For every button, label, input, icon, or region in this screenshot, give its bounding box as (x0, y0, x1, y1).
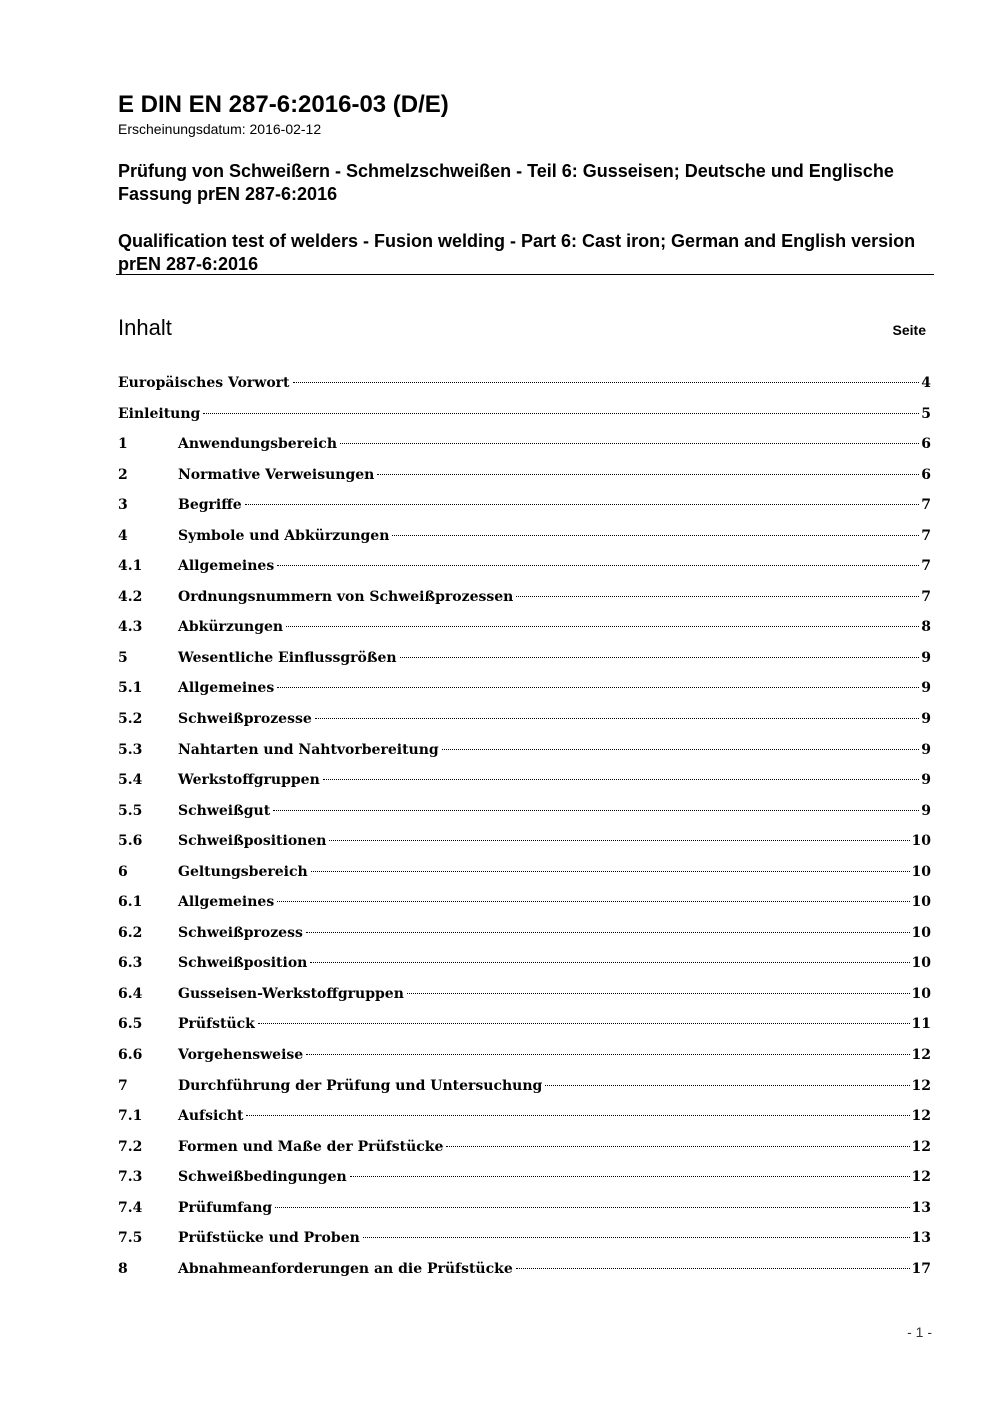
toc-entry-title: Schweißbedingungen (178, 1169, 347, 1186)
toc-dot-leader (306, 932, 910, 933)
toc-dot-leader (350, 1176, 910, 1177)
toc-dot-leader (273, 810, 919, 811)
toc-entry-page: 10 (911, 833, 931, 850)
toc-entry-title: Abnahmeanforderungen an die Prüfstücke (178, 1260, 513, 1277)
toc-entry-title: Europäisches Vorwort (118, 375, 290, 391)
toc-entry[interactable] (118, 1101, 931, 1132)
toc-entry-number: 5.1 (118, 680, 143, 697)
toc-entry-title: Aufsicht (178, 1108, 244, 1125)
toc-entry-number: 5.6 (118, 833, 143, 850)
toc-entry-title: Prüfumfang (178, 1199, 273, 1216)
toc-entry-title: Vorgehensweise (178, 1047, 304, 1064)
toc-entry-title: Schweißprozess (178, 924, 303, 941)
toc-entry[interactable] (118, 918, 931, 949)
table-of-contents (118, 368, 931, 1284)
toc-heading (118, 314, 926, 344)
toc-entry-title: Schweißpositionen (178, 833, 327, 850)
toc-dot-leader (392, 535, 919, 536)
toc-entry-page: 9 (921, 680, 931, 697)
toc-entry-number: 6.3 (118, 955, 143, 972)
toc-dot-leader (315, 718, 919, 719)
toc-entry-page: 9 (921, 802, 931, 819)
document-header (118, 90, 934, 276)
toc-entry-number: 7.3 (118, 1169, 143, 1186)
toc-entry-number: 6.6 (118, 1047, 143, 1064)
toc-entry-number: 4.1 (118, 558, 143, 575)
toc-entry-page: 12 (911, 1077, 931, 1094)
toc-entry[interactable] (118, 1223, 931, 1254)
toc-dot-leader (277, 687, 919, 688)
toc-entry-number: 6.2 (118, 924, 143, 941)
toc-entry[interactable] (118, 673, 931, 704)
toc-entry[interactable] (118, 490, 931, 521)
toc-entry-page: 12 (911, 1047, 931, 1064)
toc-entry-number: 7.2 (118, 1138, 143, 1155)
toc-entry-title: Nahtarten und Nahtvorbereitung (178, 741, 439, 758)
toc-entry-page: 4 (921, 375, 931, 391)
toc-entry-number: 5.5 (118, 802, 143, 819)
toc-entry[interactable] (118, 368, 931, 399)
toc-entry-number: 8 (118, 1260, 128, 1277)
toc-entry-number: 5.4 (118, 772, 143, 789)
toc-entry[interactable] (118, 1132, 931, 1163)
toc-entry-title: Wesentliche Einflussgrößen (178, 649, 397, 666)
toc-entry-page: 9 (921, 649, 931, 666)
toc-entry-number: 6.1 (118, 894, 143, 911)
toc-entry-title: Abkürzungen (178, 619, 284, 636)
toc-entry[interactable] (118, 765, 931, 796)
toc-dot-leader (323, 779, 920, 780)
toc-dot-leader (286, 626, 919, 627)
toc-entry[interactable] (118, 1162, 931, 1193)
toc-entry-title: Normative Verweisungen (178, 466, 375, 483)
toc-entry[interactable] (118, 1193, 931, 1224)
toc-entry-title: Durchführung der Prüfung und Untersuchung (178, 1077, 543, 1094)
toc-entry-page: 12 (911, 1138, 931, 1155)
toc-entry-number: 7 (118, 1077, 128, 1094)
toc-entry-page: 13 (911, 1199, 931, 1216)
toc-dot-leader (277, 565, 919, 566)
toc-entry-page: 11 (911, 1016, 931, 1033)
toc-entry-page: 9 (921, 711, 931, 728)
toc-dot-leader (363, 1237, 910, 1238)
toc-dot-leader (203, 413, 919, 414)
toc-page-column-label: Seite (892, 322, 926, 338)
toc-entry-page: 7 (921, 558, 931, 575)
toc-entry-number: 5 (118, 649, 128, 666)
toc-dot-leader (258, 1023, 910, 1024)
toc-entry-title: Prüfstück (178, 1016, 255, 1033)
toc-dot-leader (545, 1085, 909, 1086)
toc-entry[interactable] (118, 1040, 931, 1071)
page-number: - 1 - (907, 1324, 932, 1340)
toc-entry-title: Geltungsbereich (178, 863, 308, 880)
toc-entry-page: 10 (911, 924, 931, 941)
toc-entry-page: 17 (911, 1260, 931, 1277)
toc-entry-title: Allgemeines (178, 558, 275, 575)
toc-entry[interactable] (118, 521, 931, 552)
toc-entry-page: 5 (921, 405, 931, 422)
toc-entry-number: 4.3 (118, 619, 143, 636)
toc-entry-number: 7.1 (118, 1108, 143, 1125)
toc-dot-leader (442, 749, 920, 750)
toc-entry-title: Begriffe (178, 497, 242, 514)
toc-entry-page: 10 (911, 863, 931, 880)
toc-entry-title: Schweißprozesse (178, 711, 312, 728)
toc-dot-leader (275, 1207, 909, 1208)
toc-dot-leader (446, 1146, 909, 1147)
toc-entry-number: 7.4 (118, 1199, 143, 1216)
toc-entry[interactable] (118, 460, 931, 491)
toc-entry[interactable] (118, 826, 931, 857)
toc-entry[interactable] (118, 979, 931, 1010)
toc-entry[interactable] (118, 399, 931, 430)
toc-entry-number: 4 (118, 527, 128, 544)
toc-entry-page: 10 (911, 955, 931, 972)
toc-entry-page: 9 (921, 741, 931, 758)
toc-entry[interactable] (118, 796, 931, 827)
title-german: Prüfung von Schweißern - Schmelzschweißen - Teil 6: Gusseisen; Deutsche und Englische Fassung prEN 287-6:2016 (118, 161, 894, 204)
toc-entry-number: 7.5 (118, 1230, 143, 1247)
toc-entry-title: Prüfstücke und Proben (178, 1230, 360, 1247)
toc-dot-leader (516, 1268, 910, 1269)
toc-entry-page: 8 (921, 619, 931, 636)
toc-dot-leader (310, 962, 909, 963)
toc-entry-title: Schweißgut (178, 802, 271, 819)
toc-dot-leader (377, 474, 919, 475)
toc-title: Inhalt (118, 315, 172, 340)
toc-entry-title: Gusseisen-Werkstoffgruppen (178, 985, 404, 1002)
toc-entry-page: 10 (911, 894, 931, 911)
toc-dot-leader (306, 1054, 909, 1055)
title-english: Qualification test of welders - Fusion welding - Part 6: Cast iron; German and English version prEN 287-6:2016 (118, 231, 916, 274)
toc-entry-page: 12 (911, 1108, 931, 1125)
toc-dot-leader (293, 382, 920, 383)
toc-entry-number: 1 (118, 436, 128, 453)
toc-entry[interactable] (118, 643, 931, 674)
toc-dot-leader (400, 657, 920, 658)
toc-entry-page: 7 (921, 497, 931, 514)
toc-dot-leader (516, 596, 919, 597)
toc-entry-number: 6 (118, 863, 128, 880)
toc-entry[interactable] (118, 429, 931, 460)
toc-entry-page: 10 (911, 985, 931, 1002)
toc-entry-page: 13 (911, 1230, 931, 1247)
toc-dot-leader (245, 504, 920, 505)
toc-entry-page: 6 (921, 466, 931, 483)
toc-entry-number: 6.4 (118, 985, 143, 1002)
document-id: E DIN EN 287-6:2016-03 (D/E) (118, 91, 449, 118)
toc-entry-title: Formen und Maße der Prüfstücke (178, 1138, 444, 1155)
toc-entry-number: 2 (118, 466, 128, 483)
toc-dot-leader (277, 901, 909, 902)
toc-entry-title: Schweißposition (178, 955, 308, 972)
toc-entry[interactable] (118, 582, 931, 613)
toc-entry-number: 5.3 (118, 741, 143, 758)
toc-entry-title: Symbole und Abkürzungen (178, 527, 390, 544)
toc-entry-title: Anwendungsbereich (178, 436, 337, 453)
toc-entry[interactable] (118, 1254, 931, 1285)
toc-entry-number: 6.5 (118, 1016, 143, 1033)
toc-dot-leader (329, 840, 909, 841)
toc-dot-leader (340, 443, 919, 444)
toc-entry-page: 7 (921, 527, 931, 544)
toc-entry-title: Ordnungsnummern von Schweißprozessen (178, 588, 514, 605)
toc-entry[interactable] (118, 1009, 931, 1040)
toc-entry-number: 3 (118, 497, 128, 514)
toc-entry-title: Werkstoffgruppen (178, 772, 320, 789)
toc-entry-title: Allgemeines (178, 894, 275, 911)
publication-date: Erscheinungsdatum: 2016-02-12 (118, 121, 322, 137)
toc-entry-page: 6 (921, 436, 931, 453)
toc-dot-leader (311, 871, 910, 872)
toc-entry[interactable] (118, 551, 931, 582)
header-divider (116, 274, 934, 275)
toc-entry[interactable] (118, 612, 931, 643)
toc-entry-page: 7 (921, 588, 931, 605)
toc-entry-title: Allgemeines (178, 680, 275, 697)
toc-entry[interactable] (118, 948, 931, 979)
toc-entry-page: 9 (921, 772, 931, 789)
toc-entry[interactable] (118, 735, 931, 766)
toc-entry[interactable] (118, 704, 931, 735)
toc-entry-page: 12 (911, 1169, 931, 1186)
toc-entry[interactable] (118, 1071, 931, 1102)
toc-entry-number: 5.2 (118, 711, 143, 728)
toc-entry[interactable] (118, 857, 931, 888)
toc-entry[interactable] (118, 887, 931, 918)
toc-entry-title: Einleitung (118, 405, 201, 422)
toc-entry-number: 4.2 (118, 588, 143, 605)
toc-dot-leader (246, 1115, 909, 1116)
toc-dot-leader (407, 993, 910, 994)
